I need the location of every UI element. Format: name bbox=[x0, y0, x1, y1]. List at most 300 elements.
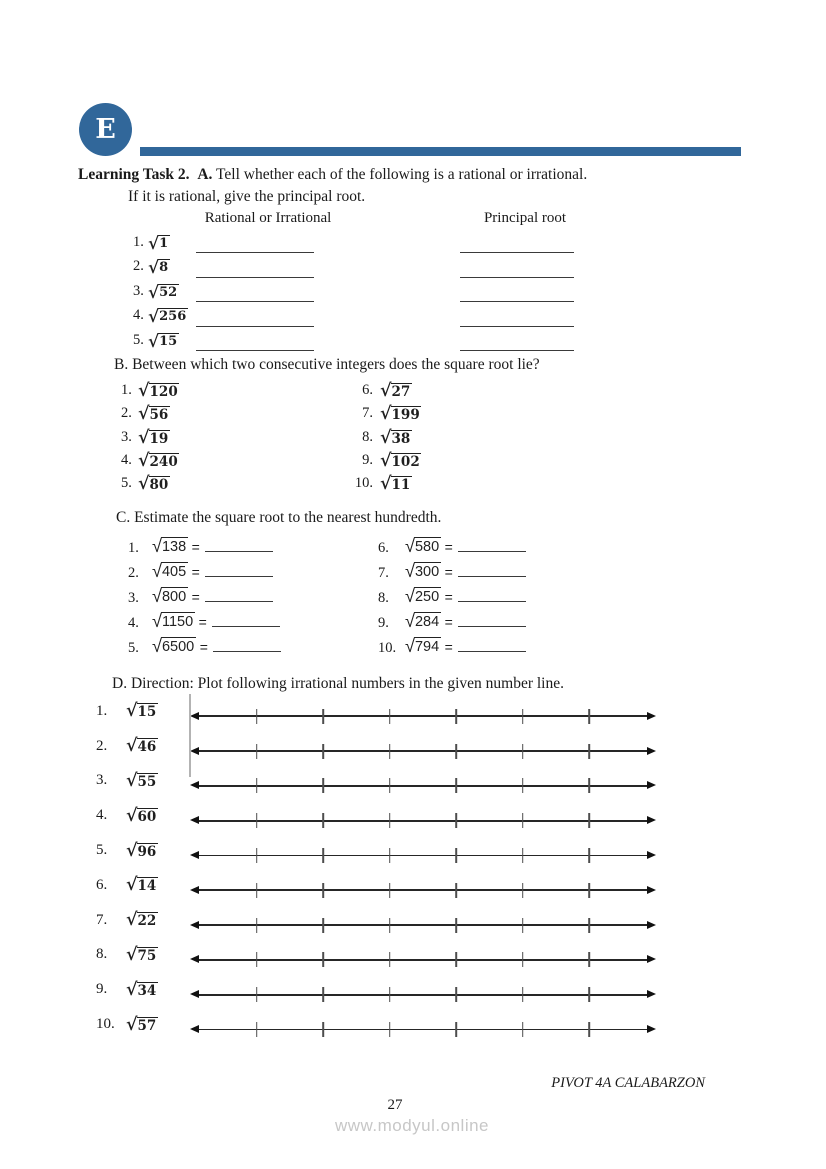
equals-sign: = bbox=[191, 589, 200, 605]
radical-sign: √ bbox=[148, 330, 160, 351]
number-line-row bbox=[96, 803, 656, 838]
number-line-axis bbox=[196, 785, 650, 787]
estimation-item bbox=[128, 612, 280, 632]
number-line-row bbox=[96, 908, 656, 943]
tick-mark bbox=[256, 952, 258, 967]
radicand: 14 bbox=[137, 878, 157, 895]
section-a-row bbox=[0, 331, 826, 355]
answer-blank bbox=[458, 601, 526, 602]
tick-mark bbox=[389, 848, 391, 863]
number-line bbox=[190, 741, 656, 761]
number-line-row bbox=[96, 734, 656, 769]
radical-sign: √ bbox=[126, 910, 138, 931]
radical-expression bbox=[380, 383, 412, 401]
item-number: 2. bbox=[121, 405, 132, 422]
radical-expression bbox=[126, 703, 182, 721]
item-number: 9. bbox=[378, 615, 389, 631]
right-arrow-icon bbox=[647, 990, 656, 998]
radicand: 102 bbox=[391, 453, 420, 470]
site-watermark: www.modyul.online bbox=[335, 1116, 490, 1135]
item-number: 8. bbox=[378, 590, 389, 606]
radical-expression bbox=[138, 406, 170, 424]
radical-expression bbox=[405, 612, 441, 631]
section-b-row bbox=[0, 404, 826, 427]
tick-mark bbox=[589, 1022, 591, 1037]
tick-mark bbox=[389, 883, 391, 898]
radicand: 580 bbox=[414, 539, 440, 555]
radical-expression bbox=[405, 537, 441, 556]
estimation-item bbox=[378, 637, 526, 657]
section-c-title: C. Estimate the square root to the nearest hundredth. bbox=[116, 509, 442, 526]
radical-sign: √ bbox=[126, 805, 138, 826]
radicand: 46 bbox=[137, 739, 157, 756]
number-line-row bbox=[96, 699, 656, 734]
radicand: 38 bbox=[391, 430, 411, 447]
estimation-item bbox=[128, 537, 273, 557]
radicand: 11 bbox=[391, 477, 411, 494]
item-number: 1. bbox=[133, 234, 144, 250]
item-number: 4. bbox=[128, 615, 139, 631]
radicand: 52 bbox=[159, 284, 178, 300]
radical-sign: √ bbox=[405, 536, 415, 556]
radicand: 138 bbox=[161, 539, 187, 555]
section-e-badge bbox=[79, 103, 132, 156]
tick-mark bbox=[389, 952, 391, 967]
number-line-axis bbox=[196, 889, 650, 891]
number-line-row bbox=[96, 873, 656, 908]
radicand: 15 bbox=[159, 333, 178, 349]
answer-blank-principal-root bbox=[460, 350, 574, 351]
right-arrow-icon bbox=[647, 712, 656, 720]
tick-mark bbox=[389, 709, 391, 724]
item-number: 3. bbox=[121, 428, 132, 445]
radical-expression bbox=[126, 877, 182, 895]
radical-sign: √ bbox=[152, 636, 162, 656]
task-label: Learning Task 2. bbox=[78, 166, 190, 183]
tick-mark bbox=[522, 918, 524, 933]
left-arrow-icon bbox=[190, 712, 199, 720]
answer-blank-rational-or-irrational bbox=[196, 350, 314, 351]
tick-mark bbox=[455, 744, 457, 759]
section-c-row bbox=[0, 537, 826, 562]
answer-blank bbox=[213, 651, 281, 652]
answer-blank-rational-or-irrational bbox=[196, 301, 314, 302]
answer-blank-rational-or-irrational bbox=[196, 252, 314, 253]
radical-sign: √ bbox=[138, 474, 150, 495]
equals-sign: = bbox=[444, 539, 453, 555]
section-b-title: B. Between which two consecutive integers does the square root lie? bbox=[114, 356, 540, 373]
radical-expression bbox=[126, 912, 182, 930]
estimation-item bbox=[378, 587, 526, 607]
number-line-row bbox=[96, 1012, 656, 1047]
radicand: 1 bbox=[159, 236, 169, 251]
radical-sign: √ bbox=[126, 736, 138, 757]
tick-mark bbox=[322, 987, 324, 1002]
radicand: 199 bbox=[391, 407, 420, 424]
item-number: 7. bbox=[96, 911, 108, 928]
tick-mark bbox=[389, 918, 391, 933]
answer-blank-rational-or-irrational bbox=[196, 277, 314, 278]
equals-sign: = bbox=[444, 639, 453, 655]
radical-sign: √ bbox=[380, 450, 392, 471]
radicand: 22 bbox=[137, 913, 157, 930]
radical-sign: √ bbox=[148, 257, 160, 278]
tick-mark bbox=[322, 848, 324, 863]
radical-sign: √ bbox=[126, 945, 138, 966]
number-line bbox=[190, 950, 656, 970]
radicand: 75 bbox=[137, 948, 157, 965]
number-line-axis bbox=[196, 994, 650, 996]
answer-blank bbox=[212, 626, 280, 627]
tick-mark bbox=[522, 1022, 524, 1037]
equals-sign: = bbox=[444, 614, 453, 630]
number-line-axis bbox=[196, 715, 650, 717]
radical-sign: √ bbox=[138, 381, 150, 401]
right-arrow-icon bbox=[647, 816, 656, 824]
radical-expression bbox=[152, 637, 196, 656]
item-number: 4. bbox=[121, 451, 132, 468]
estimation-item bbox=[378, 612, 526, 632]
radicand: 300 bbox=[414, 564, 440, 580]
answer-blank bbox=[458, 626, 526, 627]
radical-sign: √ bbox=[126, 979, 138, 1000]
equals-sign: = bbox=[191, 564, 200, 580]
tick-mark bbox=[256, 778, 258, 793]
left-arrow-icon bbox=[190, 816, 199, 824]
radical-expression bbox=[380, 476, 412, 494]
tick-mark bbox=[455, 709, 457, 724]
radical-sign: √ bbox=[126, 701, 138, 722]
tick-mark bbox=[389, 744, 391, 759]
radical-expression bbox=[380, 406, 421, 424]
radical-expression bbox=[152, 587, 188, 606]
item-number: 10. bbox=[96, 1016, 115, 1033]
tick-mark bbox=[322, 918, 324, 933]
radicand: 60 bbox=[137, 808, 157, 825]
radicand: 8 bbox=[159, 260, 169, 276]
section-c-row bbox=[0, 637, 826, 662]
radical-sign: √ bbox=[148, 306, 160, 327]
radical-expression bbox=[138, 427, 170, 448]
radical-expression bbox=[148, 281, 179, 302]
item-number: 2. bbox=[96, 737, 108, 754]
tick-mark bbox=[389, 1022, 391, 1037]
radicand: 250 bbox=[414, 589, 440, 605]
answer-blank-rational-or-irrational bbox=[196, 326, 314, 327]
tick-mark bbox=[522, 813, 524, 828]
radical-expression bbox=[405, 587, 441, 606]
radical-expression bbox=[380, 450, 421, 471]
equals-sign: = bbox=[199, 639, 208, 655]
equals-sign: = bbox=[191, 539, 200, 555]
radical-sign: √ bbox=[405, 561, 415, 581]
right-arrow-icon bbox=[647, 747, 656, 755]
radical-expression bbox=[148, 308, 188, 325]
tick-mark bbox=[455, 778, 457, 793]
left-arrow-icon bbox=[190, 851, 199, 859]
left-arrow-icon bbox=[190, 747, 199, 755]
radical-expression bbox=[126, 1014, 182, 1035]
section-a-row bbox=[0, 306, 826, 330]
radicand: 19 bbox=[149, 430, 169, 447]
radicand: 27 bbox=[391, 384, 411, 400]
section-d-title: D. Direction: Plot following irrational numbers in the given number line. bbox=[112, 675, 564, 692]
radical-expression bbox=[148, 330, 179, 351]
section-c-row bbox=[0, 587, 826, 612]
tick-mark bbox=[589, 744, 591, 759]
tick-mark bbox=[522, 987, 524, 1002]
header-accent-bar bbox=[140, 147, 741, 156]
number-line bbox=[190, 985, 656, 1005]
item-number: 5. bbox=[121, 475, 132, 492]
tick-mark bbox=[256, 848, 258, 863]
item-number: 10. bbox=[378, 640, 397, 656]
section-c-rows bbox=[0, 537, 826, 662]
radicand: 405 bbox=[161, 564, 187, 580]
number-line-axis bbox=[196, 1029, 650, 1031]
radical-expression bbox=[138, 383, 179, 401]
item-number: 6. bbox=[96, 876, 108, 893]
radical-sign: √ bbox=[405, 586, 415, 606]
tick-mark bbox=[455, 1022, 457, 1037]
number-line bbox=[190, 1020, 656, 1040]
right-arrow-icon bbox=[647, 955, 656, 963]
section-a-rows bbox=[0, 233, 826, 355]
number-line-row bbox=[96, 943, 656, 978]
tick-mark bbox=[589, 778, 591, 793]
instruction-line-2: If it is rational, give the principal root. bbox=[128, 188, 366, 205]
number-line bbox=[190, 811, 656, 831]
number-line bbox=[190, 706, 656, 726]
radicand: 57 bbox=[137, 1017, 157, 1034]
item-number: 1. bbox=[121, 382, 132, 398]
radical-sign: √ bbox=[138, 427, 150, 448]
tick-mark bbox=[589, 952, 591, 967]
tick-mark bbox=[322, 709, 324, 724]
tick-mark bbox=[322, 778, 324, 793]
radicand: 80 bbox=[149, 477, 169, 494]
answer-blank bbox=[458, 651, 526, 652]
tick-mark bbox=[522, 848, 524, 863]
radicand: 256 bbox=[159, 309, 187, 325]
radical-sign: √ bbox=[126, 875, 138, 896]
left-arrow-icon bbox=[190, 921, 199, 929]
tick-mark bbox=[455, 848, 457, 863]
radical-sign: √ bbox=[380, 381, 392, 401]
item-number: 3. bbox=[133, 282, 144, 299]
part-a-label: A. bbox=[197, 166, 213, 183]
right-arrow-icon bbox=[647, 781, 656, 789]
instruction-line-1 bbox=[78, 164, 758, 186]
page-number: 27 bbox=[387, 1097, 403, 1113]
radicand: 240 bbox=[149, 453, 178, 470]
tick-mark bbox=[522, 883, 524, 898]
module-brand: PIVOT 4A CALABARZON bbox=[551, 1075, 705, 1091]
equals-sign: = bbox=[444, 589, 453, 605]
radical-expression bbox=[152, 612, 195, 631]
estimation-item bbox=[378, 537, 526, 557]
tick-mark bbox=[256, 813, 258, 828]
section-c-row bbox=[0, 562, 826, 587]
item-number: 9. bbox=[362, 451, 373, 468]
tick-mark bbox=[256, 883, 258, 898]
tick-mark bbox=[322, 813, 324, 828]
radicand: 800 bbox=[161, 589, 187, 605]
number-line-axis bbox=[196, 924, 650, 926]
item-number: 4. bbox=[96, 807, 108, 824]
section-b-row bbox=[0, 428, 826, 451]
answer-blank bbox=[458, 576, 526, 577]
number-line-row bbox=[96, 838, 656, 873]
item-number: 5. bbox=[96, 842, 108, 859]
radical-expression bbox=[126, 773, 182, 791]
item-number: 3. bbox=[128, 590, 139, 606]
radical-expression bbox=[148, 259, 170, 276]
radicand: 15 bbox=[137, 704, 157, 721]
tick-mark bbox=[455, 918, 457, 933]
radical-sign: √ bbox=[152, 586, 162, 606]
radicand: 55 bbox=[137, 774, 157, 791]
tick-mark bbox=[522, 709, 524, 724]
section-a-row bbox=[0, 233, 826, 257]
tick-mark bbox=[256, 709, 258, 724]
tick-mark bbox=[589, 709, 591, 724]
radical-sign: √ bbox=[405, 636, 415, 656]
item-number: 8. bbox=[362, 428, 373, 445]
radical-expression bbox=[126, 840, 182, 861]
item-number: 3. bbox=[96, 772, 108, 789]
radical-sign: √ bbox=[152, 561, 162, 581]
item-number: 7. bbox=[378, 565, 389, 581]
radical-expression bbox=[126, 738, 182, 756]
radical-expression bbox=[148, 235, 170, 252]
column-header-rational: Rational or Irrational bbox=[204, 210, 332, 226]
right-arrow-icon bbox=[647, 1025, 656, 1033]
radical-sign: √ bbox=[126, 1014, 138, 1035]
estimation-item bbox=[378, 562, 526, 582]
item-number: 1. bbox=[128, 540, 139, 556]
radical-expression bbox=[126, 947, 182, 965]
number-line-row bbox=[96, 977, 656, 1012]
tick-mark bbox=[455, 987, 457, 1002]
right-arrow-icon bbox=[647, 886, 656, 894]
item-number: 7. bbox=[362, 405, 373, 422]
tick-mark bbox=[389, 987, 391, 1002]
section-a-row bbox=[0, 257, 826, 281]
left-arrow-icon bbox=[190, 1025, 199, 1033]
radical-sign: √ bbox=[138, 450, 150, 471]
number-line bbox=[190, 846, 656, 866]
badge-letter: E bbox=[95, 114, 116, 145]
right-arrow-icon bbox=[647, 921, 656, 929]
section-b-row bbox=[0, 474, 826, 497]
tick-mark bbox=[589, 883, 591, 898]
section-d-rows bbox=[96, 699, 656, 1047]
tick-mark bbox=[322, 883, 324, 898]
tick-mark bbox=[322, 1022, 324, 1037]
tick-mark bbox=[389, 778, 391, 793]
radical-sign: √ bbox=[380, 474, 392, 495]
radical-expression bbox=[138, 476, 170, 494]
section-b-row bbox=[0, 451, 826, 474]
radical-sign: √ bbox=[148, 233, 160, 253]
radical-expression bbox=[126, 979, 182, 1000]
radicand: 56 bbox=[149, 407, 169, 424]
answer-blank-principal-root bbox=[460, 252, 574, 253]
tick-mark bbox=[322, 952, 324, 967]
radicand: 794 bbox=[414, 639, 440, 655]
radicand: 34 bbox=[137, 982, 157, 999]
tick-mark bbox=[455, 952, 457, 967]
item-number: 6. bbox=[378, 540, 389, 556]
radicand: 284 bbox=[414, 614, 440, 630]
number-line-axis bbox=[196, 820, 650, 822]
radical-sign: √ bbox=[152, 536, 162, 556]
tick-mark bbox=[455, 883, 457, 898]
radicand: 96 bbox=[137, 843, 157, 860]
task-instructions bbox=[78, 164, 758, 208]
answer-blank-principal-root bbox=[460, 326, 574, 327]
item-number: 8. bbox=[96, 946, 108, 963]
radical-expression bbox=[152, 537, 188, 556]
radical-expression bbox=[405, 562, 441, 581]
left-arrow-icon bbox=[190, 955, 199, 963]
left-arrow-icon bbox=[190, 781, 199, 789]
tick-mark bbox=[589, 918, 591, 933]
answer-blank bbox=[205, 551, 273, 552]
item-number: 10. bbox=[354, 475, 373, 492]
tick-mark bbox=[256, 744, 258, 759]
radical-expression bbox=[380, 427, 412, 448]
tick-mark bbox=[256, 1022, 258, 1037]
item-number: 9. bbox=[96, 981, 108, 998]
section-a-row bbox=[0, 282, 826, 306]
item-number: 1. bbox=[96, 702, 108, 719]
tick-mark bbox=[389, 813, 391, 828]
radical-expression bbox=[138, 450, 179, 471]
tick-mark bbox=[522, 744, 524, 759]
equals-sign: = bbox=[198, 614, 207, 630]
tick-mark bbox=[589, 987, 591, 1002]
scan-border-artifact bbox=[189, 694, 191, 777]
radical-sign: √ bbox=[405, 611, 415, 631]
radicand: 6500 bbox=[161, 639, 195, 655]
estimation-item bbox=[128, 637, 281, 657]
section-b-row bbox=[0, 381, 826, 404]
tick-mark bbox=[322, 744, 324, 759]
tick-mark bbox=[589, 848, 591, 863]
radical-expression bbox=[152, 562, 188, 581]
item-number: 5. bbox=[128, 640, 139, 656]
radicand: 120 bbox=[149, 384, 178, 400]
equals-sign: = bbox=[444, 564, 453, 580]
tick-mark bbox=[522, 778, 524, 793]
left-arrow-icon bbox=[190, 990, 199, 998]
section-b-rows bbox=[0, 381, 826, 497]
radical-sign: √ bbox=[380, 427, 392, 448]
radical-expression bbox=[405, 637, 441, 656]
number-line-axis bbox=[196, 855, 650, 857]
answer-blank-principal-root bbox=[460, 301, 574, 302]
left-arrow-icon bbox=[190, 886, 199, 894]
estimation-item bbox=[128, 562, 273, 582]
tick-mark bbox=[522, 952, 524, 967]
radical-sign: √ bbox=[148, 281, 160, 302]
number-line-axis bbox=[196, 959, 650, 961]
answer-blank bbox=[458, 551, 526, 552]
answer-blank-principal-root bbox=[460, 277, 574, 278]
estimation-item bbox=[128, 587, 273, 607]
